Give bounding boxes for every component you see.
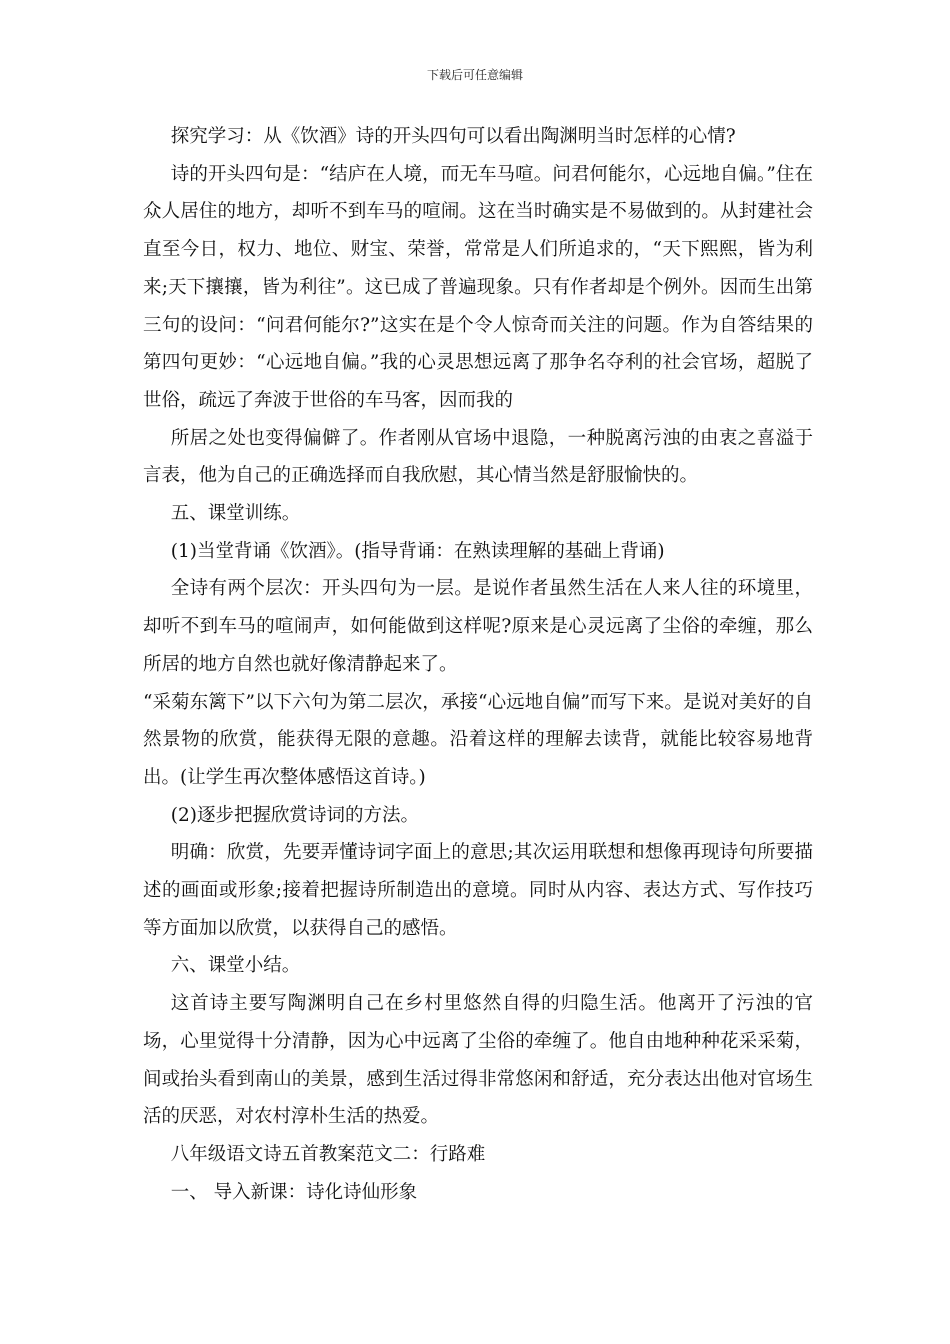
section-heading-introduction: 一、 导入新课：诗化诗仙形象 bbox=[170, 1181, 418, 1203]
document-body bbox=[143, 118, 813, 1211]
section-heading-classroom-training: 五、课堂训练。 bbox=[170, 503, 301, 525]
paragraph-appreciation-method: 明确：欣赏，先要弄懂诗词字面上的意思;其次运用联想和想像再现诗句所要描述的画面或形象;接着把握诗所制造出的意境。同时从内容、表达方式、写作技巧等方面加以欣赏，以获得自己的感悟。 bbox=[143, 842, 813, 939]
paragraph-poem-second-level: “采菊东篱下”以下六句为第二层次，承接“心远地自偏”而写下来。是说对美好的自然景物的欣赏，能获得无限的意趣。沿着这样的理解去读背，就能比较容易地背出。(让学生再次整体感悟这首诗。) bbox=[143, 691, 813, 788]
paragraph-recitation-step: (1)当堂背诵《饮酒》。(指导背诵：在熟读理解的基础上背诵) bbox=[170, 540, 665, 562]
section-heading-classroom-summary: 六、课堂小结。 bbox=[170, 955, 301, 977]
paragraph-inquiry-question: 探究学习：从《饮酒》诗的开头四句可以看出陶渊明当时怎样的心情? bbox=[170, 126, 736, 147]
paragraph-poem-analysis: 诗的开头四句是：“结庐在人境，而无车马喧。问君何能尔，心远地自偏。”住在众人居住的地方，却听不到车马的喧闹。这在当时确实是不易做到的。从封建社会直至今日，权力、地位、财宝、荣誉，常常是人们所追求的，“天下熙熙，皆为利来;天下攘攘，皆为利往”。这已成了普遍现象。只有作者却是个例外。因而生出第三句的设问：“问君何能尔?”这实在是个令人惊奇而关注的问题。作为自答结果的第四句更妙：“心远地自偏。”我的心灵思想远离了那争名夺利的社会官场，超脱了世俗，疏远了奔波于世俗的车马客，因而我的 bbox=[143, 163, 813, 411]
paragraph-appreciation-step: (2)逐步把握欣赏诗词的方法。 bbox=[170, 804, 419, 826]
page-header: 下载后可任意编辑 bbox=[426, 68, 523, 82]
paragraph-poem-first-level: 全诗有两个层次：开头四句为一层。是说作者虽然生活在人来人往的环境里，却听不到车马的喧闹声，如何能做到这样呢?原来是心灵远离了尘俗的牵缠，那么所居的地方自然也就好像清静起来了。 bbox=[143, 578, 813, 675]
section-heading-lesson-two: 八年级语文诗五首教案范文二：行路难 bbox=[170, 1143, 486, 1165]
paragraph-summary: 这首诗主要写陶渊明自己在乡村里悠然自得的归隐生活。他离开了污浊的官场，心里觉得十分清静，因为心中远离了尘俗的牵缠了。他自由地种种花采采菊，间或抬头看到南山的美景，感到生活过得非常悠闲和舒适，充分表达出他对官场生活的厌恶，对农村淳朴生活的热爱。 bbox=[143, 993, 813, 1128]
paragraph-poem-analysis-continued: 所居之处也变得偏僻了。作者刚从官场中退隐，一种脱离污浊的由衷之喜溢于言表，他为自己的正确选择而自我欣慰，其心情当然是舒服愉快的。 bbox=[143, 427, 813, 487]
